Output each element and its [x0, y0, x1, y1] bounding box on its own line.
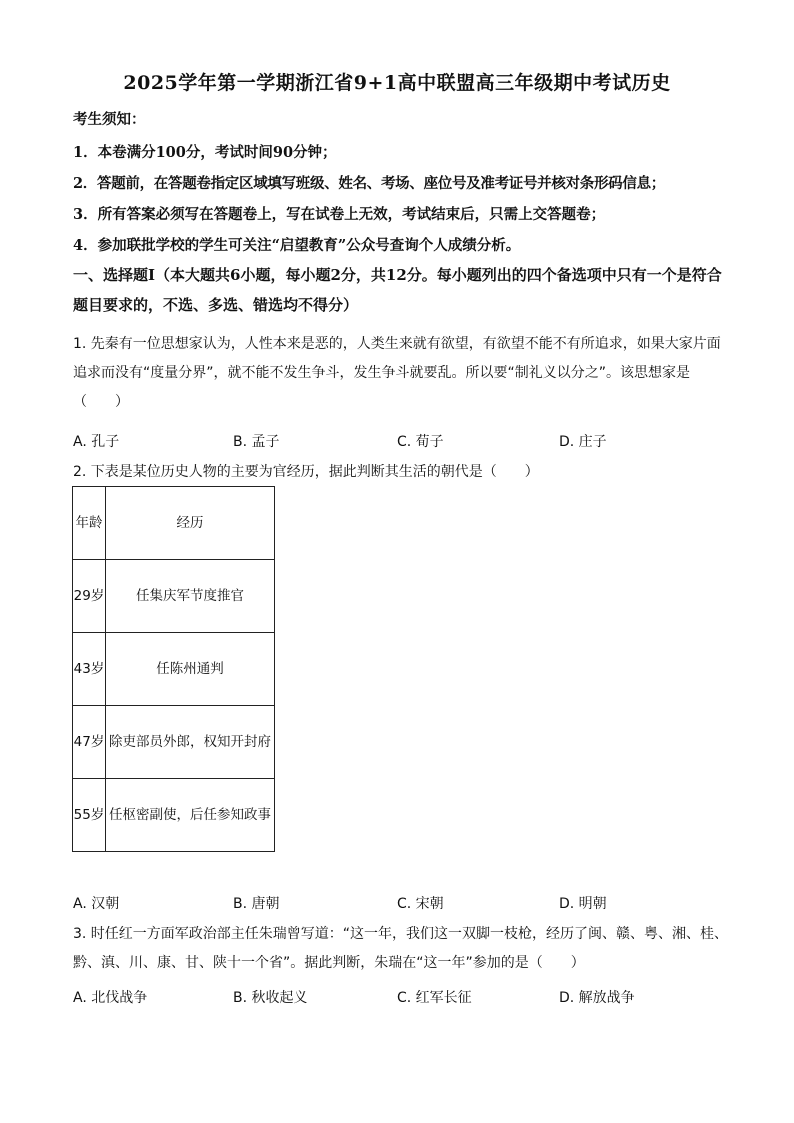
option-b: B. 唐朝 [233, 896, 280, 912]
option-a: A. 北伐战争 [73, 990, 148, 1006]
age-cell: 43岁 [73, 633, 106, 706]
option-d: D. 明朝 [559, 896, 607, 912]
header-age: 年龄 [73, 487, 106, 560]
table-header-row [73, 487, 275, 560]
page-title: 2025学年第一学期浙江省9+1高中联盟高三年级期中考试历史 [123, 72, 671, 94]
option-b: B. 秋收起义 [233, 990, 308, 1006]
question-stem: 1. 先秦有一位思想家认为，人性本来是恶的，人类生来就有欲望，有欲望不能不有所追求，如果大家片面追求而没有“度量分界”，就不能不发生争斗，发生争斗就要乱。所以要“制礼义以分之”。该思想家是（ ） [73, 336, 721, 410]
age-cell: 47岁 [73, 706, 106, 779]
option-c: C. 荀子 [397, 434, 444, 450]
question-options [73, 431, 733, 453]
option-c: C. 红军长征 [397, 990, 472, 1006]
table-row [73, 779, 275, 852]
question-stem: 2. 下表是某位历史人物的主要为官经历，据此判断其生活的朝代是（ ） [73, 464, 539, 480]
option-d: D. 庄子 [559, 434, 607, 450]
experience-cell: 任陈州通判 [106, 633, 275, 706]
note-item: 3．所有答案必须写在答题卷上，写在试卷上无效，考试结束后，只需上交答题卷； [73, 206, 606, 223]
age-cell: 55岁 [73, 779, 106, 852]
question-stem: 3. 时任红一方面军政治部主任朱瑞曾写道：“这一年，我们这一双脚一枝枪，经历了闽、赣、粤、湘、桂、黔、滇、川、康、甘、陕十一个省”。据此判断，朱瑞在“这一年”参加的是（ ） [73, 926, 729, 971]
age-cell: 29岁 [73, 560, 106, 633]
table-row [73, 633, 275, 706]
note-item: 2．答题前，在答题卷指定区域填写班级、姓名、考场、座位号及准考证号并核对条形码信息； [73, 175, 665, 192]
option-c: C. 宋朝 [397, 896, 444, 912]
experience-cell: 任集庆军节度推官 [106, 560, 275, 633]
header-experience: 经历 [106, 487, 275, 560]
option-a: A. 汉朝 [73, 896, 120, 912]
question-options [73, 987, 733, 1009]
career-table [72, 486, 275, 852]
notes-heading: 考生须知： [73, 111, 146, 128]
table-row [73, 706, 275, 779]
note-item: 1．本卷满分100分，考试时间90分钟； [73, 144, 337, 161]
option-d: D. 解放战争 [559, 990, 635, 1006]
question-options [73, 893, 733, 915]
option-b: B. 孟子 [233, 434, 280, 450]
section-heading: 一、选择题Ⅰ（本大题共6小题，每小题2分，共12分。每小题列出的四个备选项中只有一个是符合题目要求的，不选、多选、错选均不得分） [73, 266, 722, 314]
table-row [73, 560, 275, 633]
option-a: A. 孔子 [73, 434, 120, 450]
note-item: 4．参加联批学校的学生可关注“启望教育”公众号查询个人成绩分析。 [73, 237, 521, 254]
experience-cell: 任枢密副使，后任参知政事 [106, 779, 275, 852]
experience-cell: 除吏部员外郎，权知开封府 [106, 706, 275, 779]
